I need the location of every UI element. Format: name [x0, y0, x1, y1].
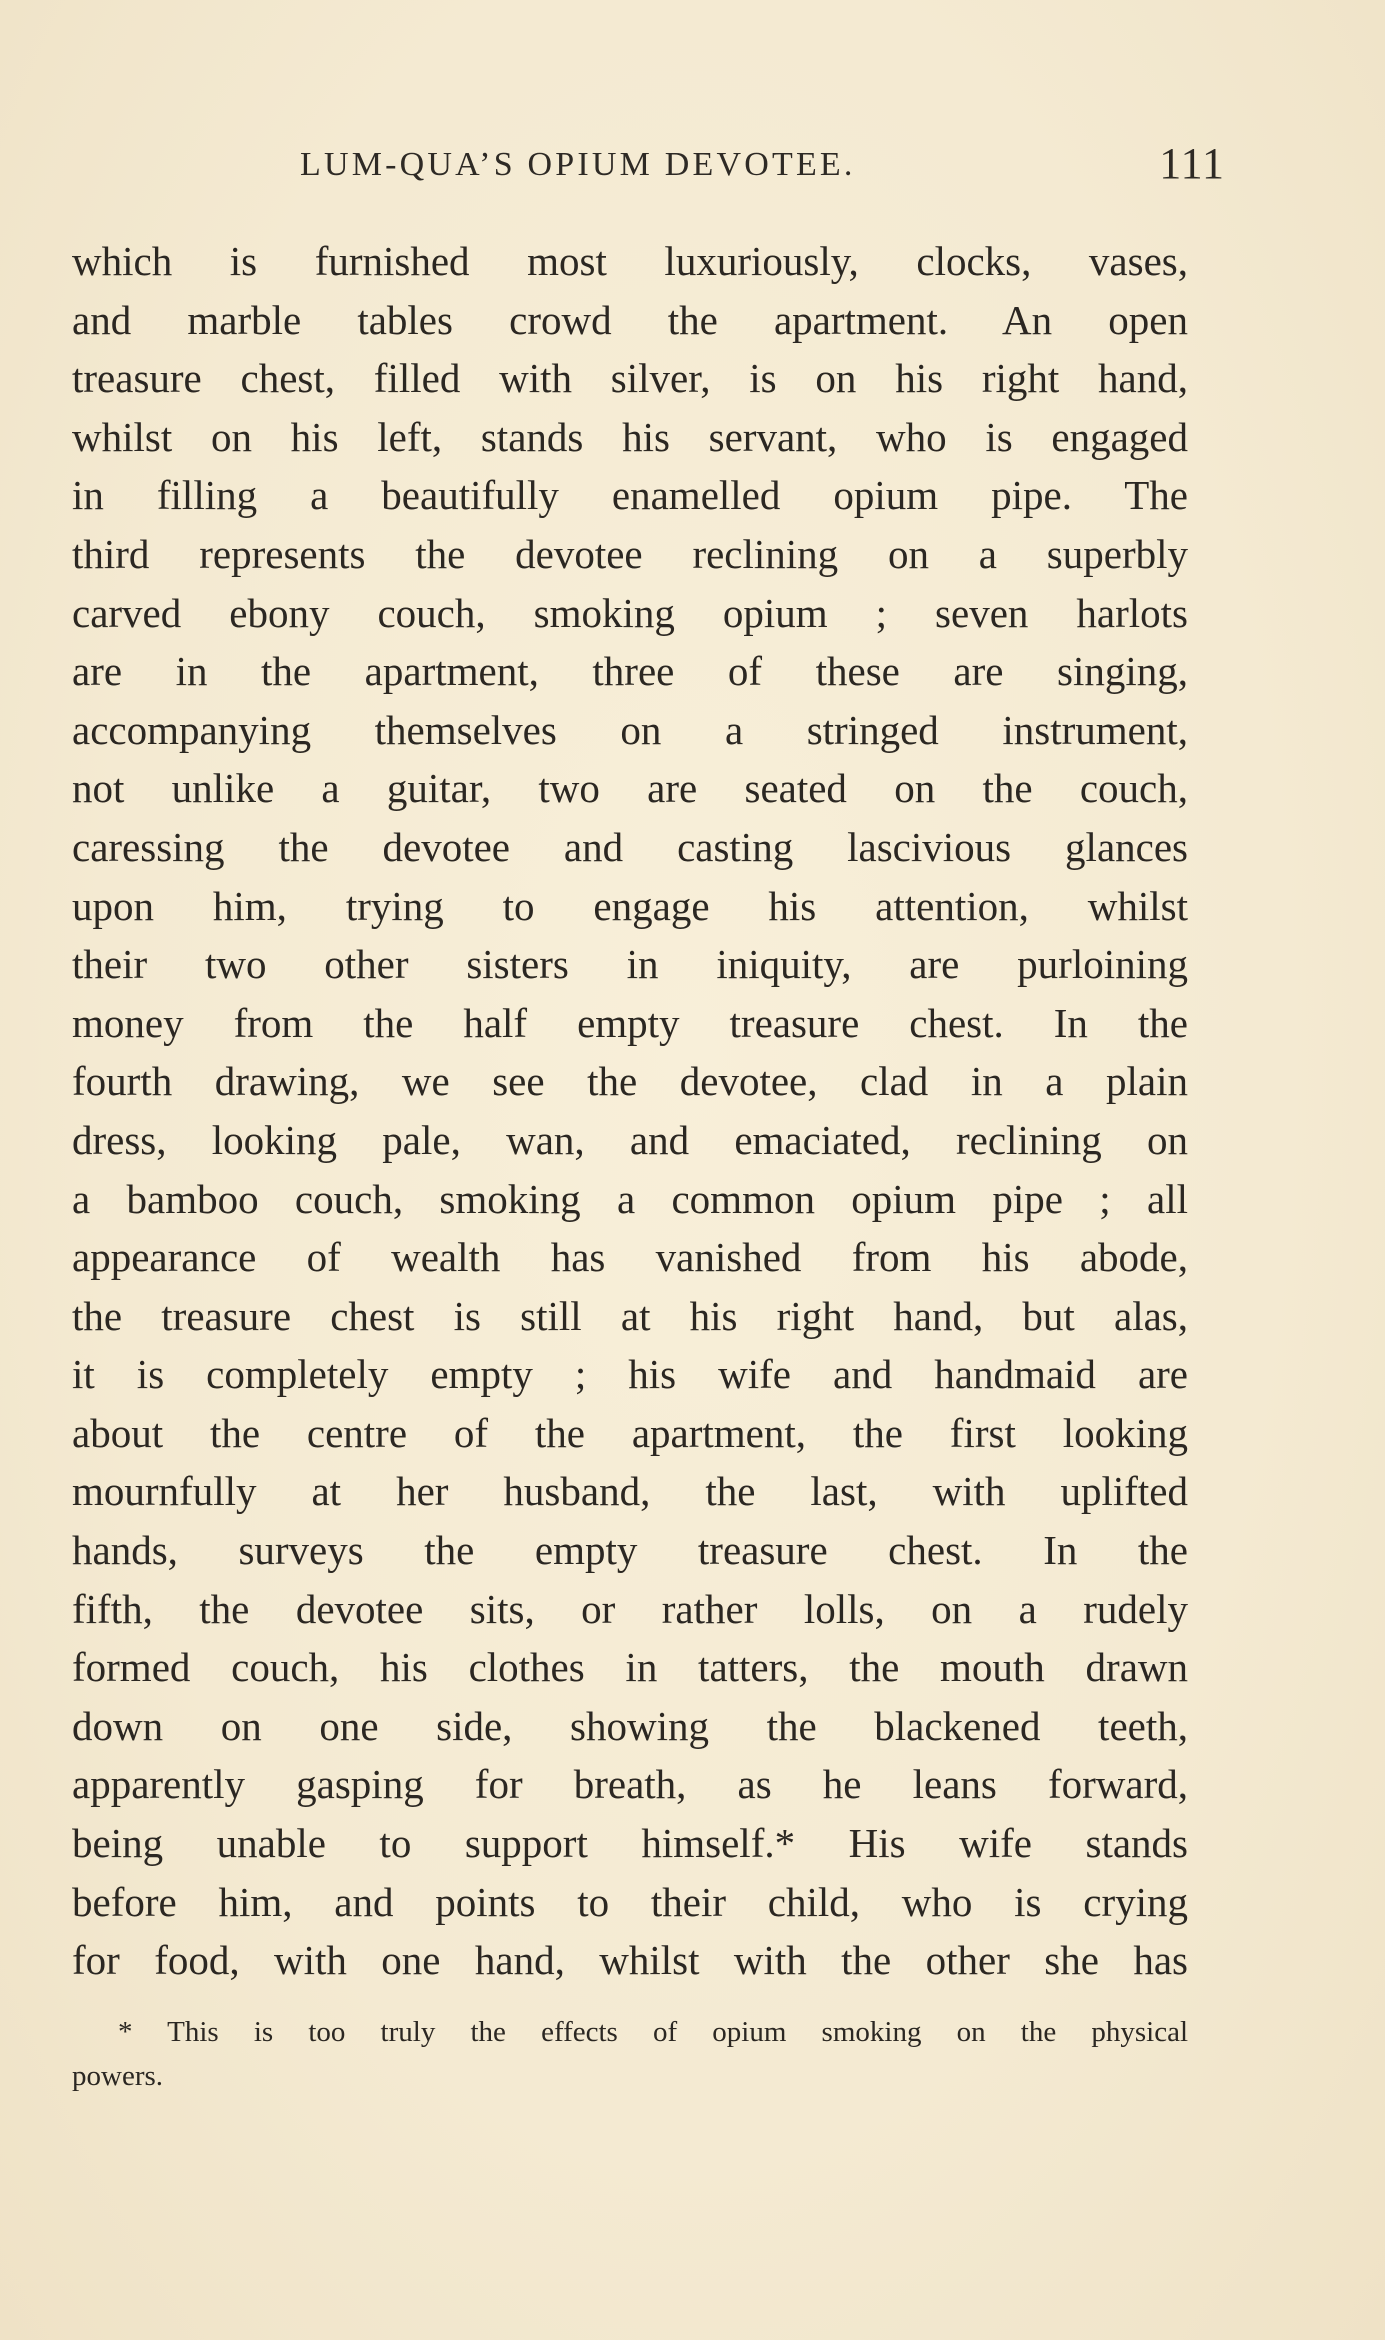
- text-line: not unlike a guitar, two are seated on the couch,: [72, 765, 1188, 812]
- text-line: which is furnished most luxuriously, clocks, vases,: [72, 238, 1188, 284]
- text-line: for food, with one hand, whilst with the other she has: [72, 1937, 1188, 1984]
- text-line: down on one side, showing the blackened teeth,: [72, 1702, 1188, 1749]
- footnote-line: powers.: [72, 2060, 164, 2092]
- running-title: LUM-QUA’S OPIUM DEVOTEE.: [300, 146, 856, 183]
- text-line: about the centre of the apartment, the first looking: [72, 1409, 1188, 1456]
- text-line: mournfully at her husband, the last, with uplifted: [72, 1468, 1188, 1515]
- text-line: are in the apartment, three of these are singing,: [72, 648, 1188, 695]
- text-line: before him, and points to their child, who is crying: [72, 1878, 1188, 1925]
- text-line: their two other sisters in iniquity, are purloining: [72, 941, 1188, 988]
- body-text: [72, 232, 1188, 1990]
- running-head: [0, 138, 1385, 198]
- text-line: caressing the devotee and casting lascivious glances: [72, 823, 1188, 870]
- text-line: fourth drawing, we see the devotee, clad in a plain: [72, 1058, 1188, 1105]
- page-number: 111: [1159, 139, 1225, 188]
- footnote: [72, 2010, 1188, 2098]
- text-line: fifth, the devotee sits, or rather lolls, on a rudely: [72, 1585, 1188, 1632]
- text-line: money from the half empty treasure chest. In the: [72, 999, 1188, 1046]
- text-line: appearance of wealth has vanished from his abode,: [72, 1234, 1188, 1281]
- text-line: the treasure chest is still at his right hand, but alas,: [72, 1292, 1188, 1339]
- text-line: dress, looking pale, wan, and emaciated, reclining on: [72, 1116, 1188, 1163]
- text-line: in filling a beautifully enamelled opium pipe. The: [72, 472, 1188, 519]
- text-line: hands, surveys the empty treasure chest. In the: [72, 1527, 1188, 1574]
- text-line: whilst on his left, stands his servant, who is engaged: [72, 413, 1188, 460]
- footnote-line: * This is too truly the effects of opium smoking on the physical: [118, 2016, 1188, 2048]
- text-line: carved ebony couch, smoking opium ; seven harlots: [72, 589, 1188, 636]
- text-line: and marble tables crowd the apartment. An open: [72, 296, 1188, 343]
- text-line: a bamboo couch, smoking a common opium pipe ; all: [72, 1175, 1188, 1222]
- text-line: upon him, trying to engage his attention, whilst: [72, 882, 1188, 929]
- text-line: being unable to support himself.* His wife stands: [72, 1820, 1188, 1867]
- text-line: accompanying themselves on a stringed instrument,: [72, 706, 1188, 753]
- text-line: formed couch, his clothes in tatters, the mouth drawn: [72, 1644, 1188, 1691]
- text-line: third represents the devotee reclining on a superbly: [72, 530, 1188, 577]
- text-line: apparently gasping for breath, as he leans forward,: [72, 1761, 1188, 1808]
- text-line: treasure chest, filled with silver, is on his right hand,: [72, 355, 1188, 402]
- text-line: it is completely empty ; his wife and handmaid are: [72, 1351, 1188, 1398]
